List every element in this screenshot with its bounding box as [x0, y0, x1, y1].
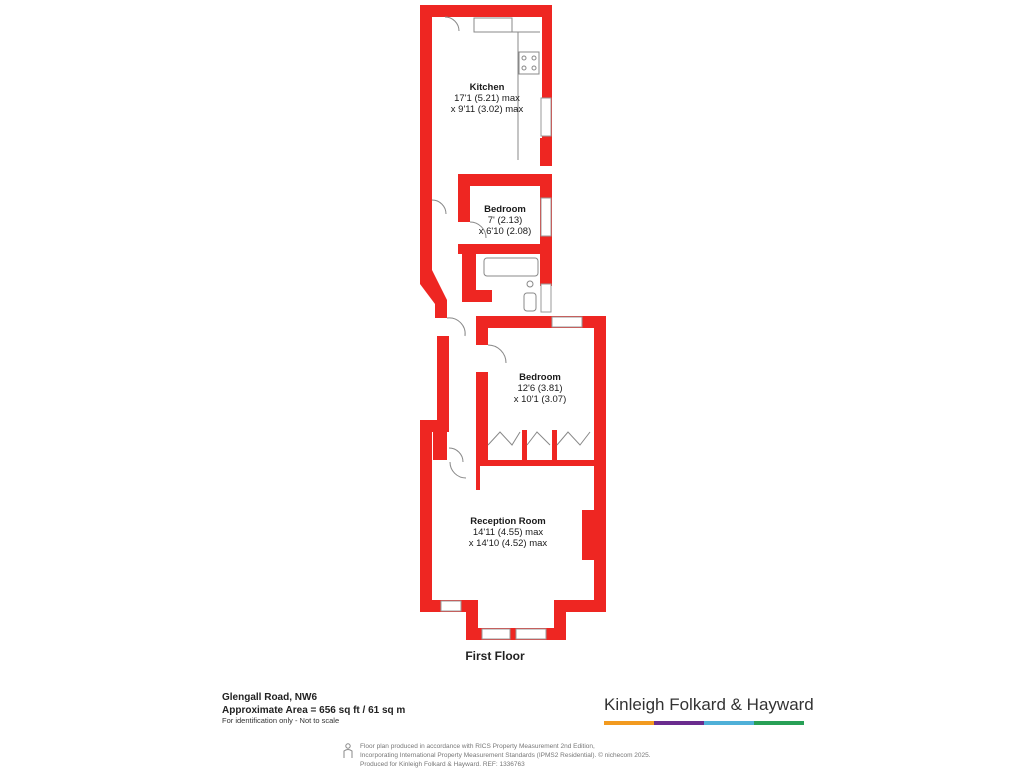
brand-color-bar — [604, 721, 804, 725]
bathtub — [484, 258, 538, 276]
brand-bar-purple — [654, 721, 704, 725]
corridor-diagonal-wall — [420, 270, 447, 318]
reception-dim1: 14'11 (4.55) max — [472, 527, 544, 538]
kitchen-sink — [474, 18, 512, 32]
property-info — [222, 691, 405, 717]
kitchen-label: Kitchen — [469, 82, 505, 93]
approximate-area: Approximate Area = 656 sq ft / 61 sq m — [222, 705, 406, 716]
reception-dim2: x 14'10 (4.52) max — [468, 538, 548, 549]
footnote-line3: Produced for Kinleigh Folkard & Hayward. REF: 1336763 — [360, 761, 525, 768]
address: Glengall Road, NW6 — [222, 692, 318, 703]
toilet — [524, 293, 536, 311]
floor-label: First Floor — [465, 649, 525, 663]
reception-label: Reception Room — [470, 516, 546, 527]
person-icon — [342, 743, 354, 759]
disclaimer: For identification only - Not to scale — [222, 716, 340, 725]
brand-bar-blue — [704, 721, 754, 725]
brand-bar-green — [754, 721, 804, 725]
brand-bar-orange — [604, 721, 654, 725]
brand-name: Kinleigh Folkard & Hayward — [604, 695, 814, 714]
bedroom-large-label: Bedroom — [519, 372, 561, 383]
bedroom-small-label: Bedroom — [484, 204, 526, 215]
bathroom-walls — [462, 253, 492, 302]
footnote — [360, 742, 680, 769]
kitchen-dim1: 17'1 (5.21) max — [454, 93, 520, 104]
footnote-line2: Incorporating International Property Measurement Standards (IPMS2 Residential). © nichecom 2025. — [360, 752, 651, 759]
bedroom-small-dim1: 7' (2.13) — [487, 215, 523, 226]
bedroom-large-dim2: x 10'1 (3.07) — [513, 394, 567, 405]
bedroom-small-dim2: x 6'10 (2.08) — [478, 226, 532, 237]
kitchen-dim2: x 9'11 (3.02) max — [450, 104, 524, 115]
hob — [519, 52, 539, 74]
bedroom-large-dim1: 12'6 (3.81) — [517, 383, 563, 394]
footnote-line1: Floor plan produced in accordance with RICS Property Measurement 2nd Edition, — [360, 743, 595, 750]
reception-walls — [420, 460, 462, 612]
